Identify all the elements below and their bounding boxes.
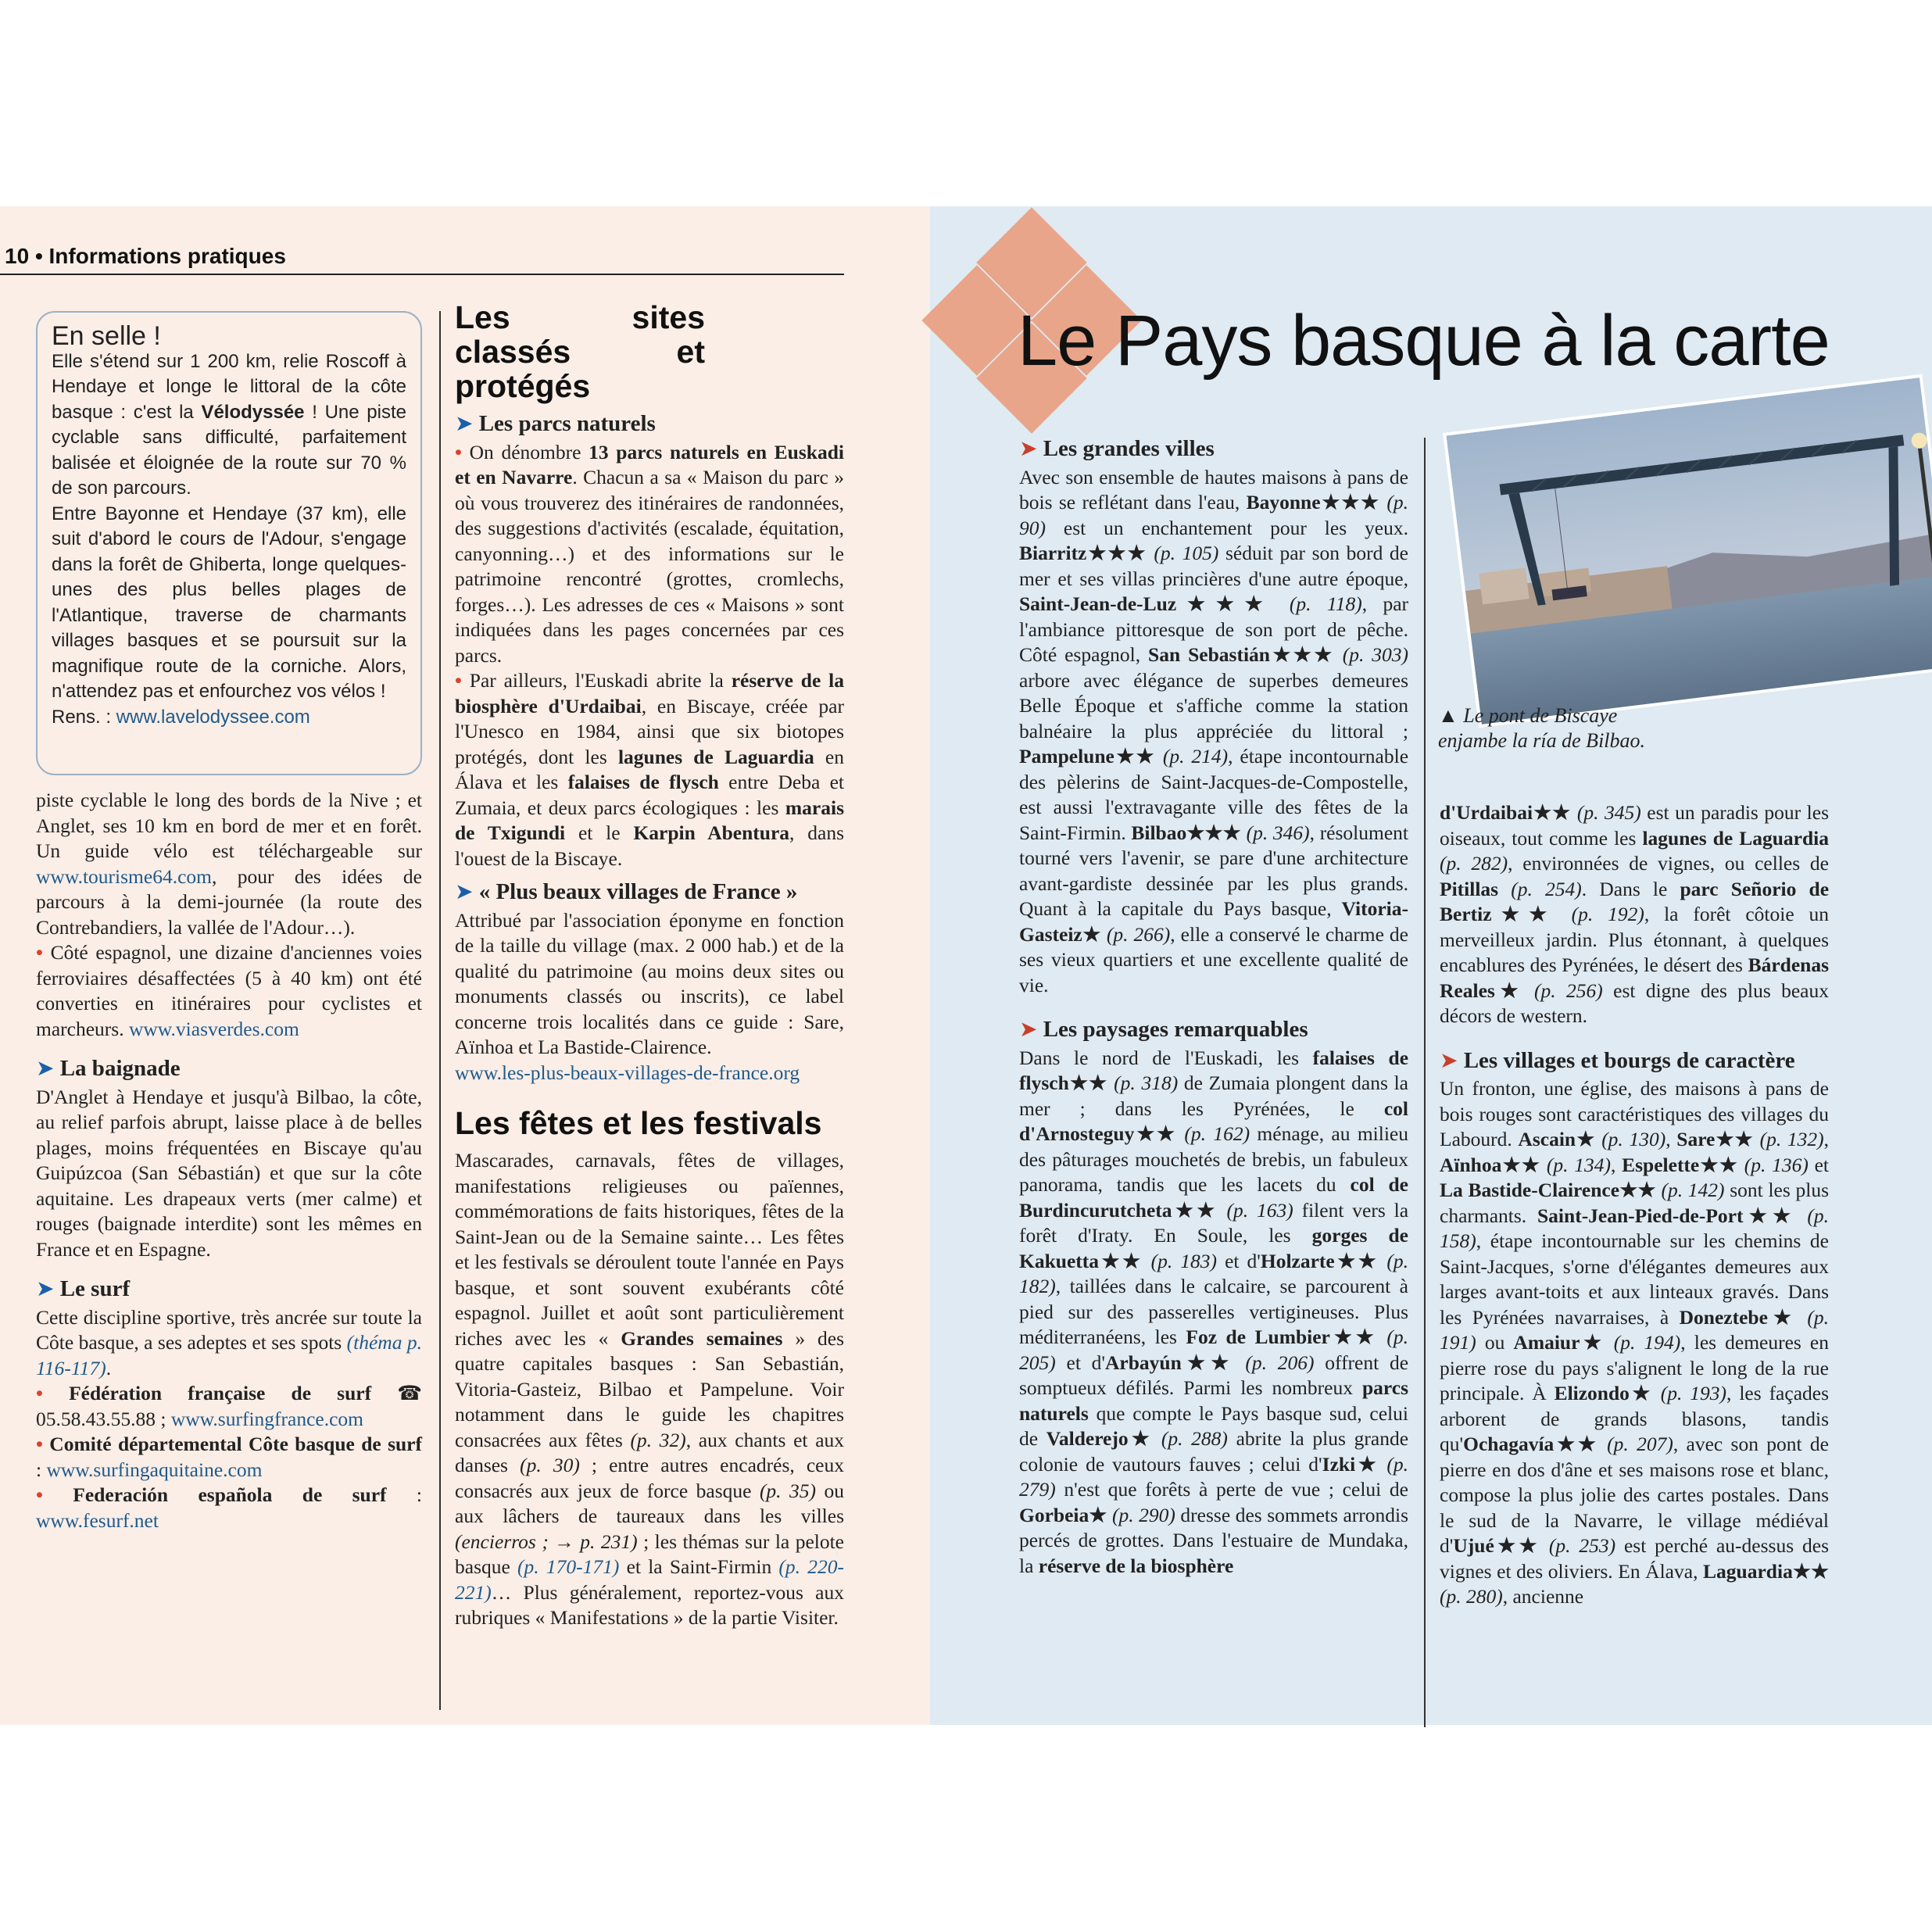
box-paragraph-1: Elle s'étend sur 1 200 km, relie Roscoff à Hendaye et longe le littoral de la côte basque : c'est la Vélodyssée ! Une piste cyclable sans difficulté, parfaitement balisée et éloignée de la route sur 70 % de son parcours. — [52, 350, 406, 499]
item-comite: • Comité départemental Côte basque de surf : www.surfingaquitaine.com — [36, 1433, 422, 1481]
photo-caption: ▲ Le pont de Biscaye enjambe la ría de Bilbao. — [1438, 704, 1646, 752]
text-run: ou — [1476, 1331, 1514, 1354]
heading-paysages: ➤ Les paysages remarquables — [1019, 1016, 1308, 1042]
paragraph-baignade: D'Anglet à Hendaye et jusqu'à Bilbao, la côte, au relief parfois abrupt, laisse place à de belles plages, moins fréquentées en Biscaye qu'au Guipúzcoa (San Sébastián) et que sur la côte aquitaine. Les drapeaux verts (mer calme) et rouges (baignade interdite) sont les mêmes en France et en Espagne. — [36, 1085, 422, 1261]
arrow-right-icon: ➤ — [36, 1275, 55, 1301]
surfingfrance-link[interactable]: www.surfingfrance.com — [170, 1407, 364, 1430]
page-reference: (p. 266) — [1100, 922, 1171, 946]
page-reference: (p. 346) — [1240, 821, 1310, 844]
paragraph-surf: Cette discipline sportive, très ancrée sur toute la Côte basque, a ses adeptes et ses spots (théma p. 116-117). — [36, 1305, 422, 1379]
text-run: , avec son pont de pierre en dos d'âne et ses maisons rose et blanc, compose la plus jolie des cartes postales. Dans le sud de la Navarre, le village médiéval d' — [1440, 1433, 1830, 1557]
paragraph-urdaibai — [1440, 800, 1829, 1029]
page-reference: (p. 256) — [1523, 979, 1603, 1002]
place-name: Bárdenas Reales★ — [1440, 953, 1829, 1002]
text-run: et d' — [1055, 1351, 1106, 1374]
place-name: Holzarte★★ — [1260, 1249, 1379, 1272]
paragraph-voies-vertes: • Côté espagnol, une dizaine d'anciennes voies ferroviaires désaffectées (5 à 40 km) ont été converties en itinéraires pour cyclistes et marcheurs. www.viasverdes.com — [36, 941, 422, 1040]
page-reference: (p. 253) — [1540, 1534, 1616, 1557]
column-3 — [1019, 428, 1408, 1579]
page-reference: (p. 303) — [1334, 643, 1409, 666]
page-title: Le Pays basque à la carte — [1018, 301, 1830, 381]
phone-icon: ☎ 05.58.43.55.88 ; — [36, 1382, 422, 1430]
page-reference: (p. 142) — [1655, 1179, 1725, 1201]
page-reference: (p. 163) — [1218, 1198, 1293, 1222]
paragraph-velo: piste cyclable le long des bords de la Nive ; et Anglet, ses 10 km en bord de mer et en forêt. Un guide vélo est téléchargeable sur www.tourisme64.com, pour des idées de parcours à la demi-journée (la route des Contrebandiers, la vallée de l'Adour…). — [36, 789, 422, 939]
paragraph-fetes: Mascarades, carnavals, fêtes de villages, manifestations religieuses ou païennes, commémorations de faits historiques, fêtes de la Saint-Jean ou de la Semaine sainte… Les fêtes et les festivals se déroulent toute l'année en Pays basque, et sont souvent exubérants côté espagnol. Juillet et août sont particulièrement riches avec les « Grandes semaines » des quatre capitales basques : San Sebastián, Vitoria-Gasteiz, Bilbao et Pampelune. Voir notamment dans le guide les chapitres consacrées aux fêtes (p. 32), aux chants et aux danses (p. 30) ; entre autres encadrés, ceux consacrés aux jeux de force basque (p. 35) ou aux lâchers de taureaux dans les villes (encierros ; → p. 231) ; les thémas sur la pelote basque (p. 170-171) et la Saint-Firmin (p. 220-221)… Plus généralement, reportez-vous aux rubriques « Manifestations » de la partie Visiter. — [455, 1149, 845, 1629]
page-reference: (p. 182) — [1019, 1249, 1409, 1297]
fesurf-link[interactable]: www.fesurf.net — [36, 1508, 159, 1532]
text-run: , — [1611, 1153, 1623, 1176]
page-reference: (p. 132) — [1753, 1128, 1824, 1150]
page-reference: (p. 162) — [1177, 1122, 1250, 1145]
place-name: Gorbeia★ — [1019, 1503, 1107, 1526]
page-reference: (p. 192) — [1556, 903, 1644, 925]
page-reference: (p. 130) — [1595, 1128, 1666, 1150]
paragraph-paysages — [1019, 1046, 1408, 1580]
place-name: parcs naturels — [1019, 1376, 1408, 1425]
tourisme64-link[interactable]: www.tourisme64.com — [36, 864, 212, 888]
page-reference: (p. 290) — [1107, 1503, 1175, 1526]
viasverdes-link[interactable]: www.viasverdes.com — [128, 1017, 299, 1040]
box-title: En selle ! — [52, 321, 161, 351]
page-reference: (p. 90) — [1019, 491, 1408, 539]
page-reference: (p. 118) — [1273, 592, 1362, 615]
text-run: , les façades arborent de grands blasons, tandis qu' — [1440, 1382, 1830, 1455]
text-run: arbore avec élégance de superbes demeures Belle Époque et s'affiche comme la station balnéaire la plus appréciée du littoral ; — [1019, 668, 1408, 742]
text-run: n'est que forêts à perte de vue ; celui de — [1055, 1478, 1408, 1501]
page-reference: (p. 318) — [1107, 1072, 1179, 1094]
place-name: gorges de Kakuetta★★ — [1019, 1224, 1409, 1272]
page-reference: (p. 134) — [1540, 1153, 1611, 1176]
arrow-right-icon: ➤ — [455, 878, 474, 904]
text-run: dresse des sommets arrondis percés de grottes. Dans l'estuaire de Mundaka, la — [1019, 1503, 1409, 1577]
column-2 — [455, 300, 844, 1631]
text-run: , résolument tourné vers l'avenir, se pare d'une architecture avant-gardiste dessinée par les plus grands. Quant à la capitale du Pays basque, — [1019, 821, 1408, 920]
bridge-photo — [1443, 374, 1932, 728]
page-reference: (p. 280) — [1440, 1585, 1503, 1608]
place-name: parc Señorio de Bertiz★★ — [1440, 877, 1830, 925]
text-run: . Dans le — [1581, 877, 1680, 900]
page-reference: (p. 207) — [1598, 1433, 1673, 1455]
page-reference: (p. 282) — [1440, 852, 1508, 875]
place-name: Ascain★ — [1518, 1128, 1596, 1150]
place-name: Saint-Jean-de-Luz★★★ — [1019, 592, 1274, 615]
column-rule-fetes — [439, 1050, 441, 1691]
text-run: , — [1665, 1128, 1677, 1150]
text-run: ménage, au milieu des pâturages mouchetés de brebis, un fabuleux panorama, tandis que les lacets du — [1019, 1122, 1409, 1196]
bullet-icon: • — [455, 440, 470, 463]
place-name: Arbayún★★ — [1105, 1351, 1235, 1374]
text-run: est un enchantement pour les yeux. — [1046, 516, 1408, 539]
text-run: et d' — [1217, 1249, 1261, 1272]
place-name: Vitoria-Gasteiz★ — [1019, 897, 1408, 946]
page-number: 10 — [5, 244, 30, 268]
column-4 — [1440, 800, 1829, 1610]
text-run: abrite la plus grande colonie de vautours fauves ; celui d' — [1019, 1427, 1409, 1476]
page-reference: (p. 288) — [1153, 1427, 1228, 1450]
header-rule — [0, 274, 844, 275]
velodyssee-link[interactable]: www.lavelodyssee.com — [116, 706, 310, 728]
box-paragraph-2: Entre Bayonne et Hendaye (37 km), elle suit d'abord le cours de l'Adour, s'engage dans la forêt de Ghiberta, longe quelques-unes des plus belles plages de l'Atlantique, traverse de charmants villages basques et se poursuit sur la magnifique route de la corniche. Alors, n'attendez pas et enfourchez vos vélos ! — [52, 503, 406, 702]
place-name: Valderejo★ — [1046, 1427, 1154, 1450]
arrow-right-icon: ➤ — [36, 1055, 55, 1081]
place-name: La Bastide-Clairence★★ — [1440, 1179, 1656, 1201]
arrow-right-icon: ➤ — [455, 410, 474, 436]
arrow-right-icon: ➤ — [1019, 1016, 1038, 1042]
place-name: Laguardia★★ — [1703, 1559, 1829, 1583]
page-reference: (p. 279) — [1019, 1452, 1408, 1501]
text-run: , taillées dans le calcaire, se parcourent à pied sur des passerelles vertigineuses. Plus méditerranéens, les — [1019, 1275, 1408, 1348]
text-run: de Zumaia plongent dans la mer ; dans les Pyrénées, le — [1019, 1072, 1408, 1120]
bullet-icon: • — [36, 941, 51, 964]
place-name: Sare★★ — [1676, 1128, 1754, 1150]
text-run: offrent de somptueux défilés. Parmi les nombreux — [1019, 1351, 1409, 1399]
text-run: est digne des plus beaux décors de western. — [1440, 979, 1830, 1027]
running-head — [5, 244, 286, 269]
text-run: , la forêt côtoie un merveilleux jardin. Plus étonnant, à quelques encablures des Pyrénées, le désert des — [1440, 903, 1829, 976]
text-run: est un paradis pour les oiseaux, tout comme les — [1440, 801, 1829, 850]
page-reference: (p. 193) — [1652, 1382, 1727, 1404]
paragraph-grandes-villes — [1019, 465, 1408, 999]
page-reference: (p. 194) — [1605, 1331, 1681, 1354]
paragraph-parcs-1: • On dénombre 13 parcs naturels en Euskadi et en Navarre. Chacun a sa « Maison du parc » où vous trouverez des itinéraires de randonnées, des suggestions d'activités (escalade, équitation, canyonning…) et des informations sur le patrimoine rencontré (grottes, cromlechs, forges…). Les adresses de ces « Maisons » sont indiquées dans les pages concernées par ces parcs. — [455, 440, 845, 667]
heading-bourgs: ➤ Les villages et bourgs de caractère — [1440, 1046, 1795, 1073]
text-run: Avec son ensemble de hautes maisons à pans de bois se reflétant dans l'eau, — [1019, 465, 1408, 513]
place-name: Bayonne★★★ — [1246, 491, 1381, 513]
place-name: Foz de Lumbier★★ — [1186, 1326, 1378, 1348]
page-reference: (p. 136) — [1738, 1153, 1809, 1176]
page-reference: (p. 158) — [1440, 1204, 1829, 1252]
text-run: sont les plus charmants. — [1440, 1179, 1830, 1227]
place-name: Pitillas — [1440, 877, 1499, 900]
place-name: Pampelune★★ — [1019, 745, 1157, 767]
place-name: d'Urdaibai★★ — [1440, 801, 1572, 824]
text-run: , étape incontournable des pèlerins de Saint-Jacques-de-Compostelle, est aussi l'extravagante ville des fêtes de la Saint-Firmin. — [1019, 745, 1409, 844]
column-rule-right — [1424, 438, 1426, 1727]
place-name: Ochagavía★★ — [1463, 1433, 1599, 1455]
heading-villages: ➤ « Plus beaux villages de France » — [455, 878, 798, 904]
page-reference: (p. 254) — [1498, 877, 1582, 900]
place-name: Saint-Jean-Pied-de-Port★★ — [1537, 1204, 1797, 1227]
place-name: Amaiur★ — [1513, 1331, 1605, 1354]
text-run: Un fronton, une église, des maisons à pans de bois rouges sont caractéristiques des villages du Labourd. — [1440, 1077, 1829, 1150]
heading-grandes-villes: ➤ Les grandes villes — [1019, 435, 1215, 461]
text-run: et — [1808, 1153, 1830, 1176]
place-name: Espelette★★ — [1622, 1153, 1739, 1176]
text-run: Dans le nord de l'Euskadi, les — [1019, 1046, 1313, 1069]
text-run: , étape incontournable sur les chemins de Saint-Jacques, s'orne d'élégantes demeures aux larges avant-toits et aux linteaux gravés. Dans les Pyrénées navarraises, à — [1440, 1229, 1829, 1329]
place-name: Doneztebe★ — [1679, 1305, 1797, 1329]
book-spread — [0, 206, 1932, 1725]
place-name: Ujué★★ — [1453, 1534, 1540, 1557]
place-name: col de Burdincurutcheta★★ — [1019, 1173, 1409, 1222]
place-name: Bilbao★★★ — [1131, 821, 1241, 844]
heading-surf: ➤ Le surf — [36, 1275, 131, 1301]
place-name: lagunes de Laguardia — [1642, 826, 1830, 850]
bullet-icon: • — [36, 1483, 73, 1506]
heading-sites: Les sites classés et protégés — [455, 299, 705, 404]
page-reference: (p. 191) — [1440, 1305, 1829, 1354]
text-run: , par l'ambiance pittoresque de son port de pêche. Côté espagnol, — [1019, 592, 1409, 666]
heading-fetes: Les fêtes et les festivals — [455, 1105, 822, 1141]
page-reference: (p. 214) — [1156, 745, 1229, 767]
text-run: , elle a conservé le charme de ses vieux quartiers et une excellente qualité de vie. — [1019, 922, 1409, 996]
paragraph-parcs-2: • Par ailleurs, l'Euskadi abrite la réserve de la biosphère d'Urdaibai, en Biscaye, créée par l'Unesco en 1984, ainsi que six biotopes protégés, dont les lagunes de Laguardia en Álava et les falaises de flysch entre Deba et Zumaia, et deux parcs écologiques : les marais de Txigundi et le Karpin Abentura, dans l'ouest de la Biscaye. — [455, 669, 844, 870]
heading-baignade: ➤ La baignade — [36, 1055, 181, 1081]
text-run: filent vers la forêt d'Iraty. En Soule, les — [1019, 1198, 1409, 1247]
item-ffs: • Fédération française de surf ☎ 05.58.43.55.88 ; www.surfingfrance.com — [36, 1382, 422, 1430]
bizkaia-bridge-image — [1446, 377, 1932, 728]
bullet-icon: • — [36, 1433, 50, 1455]
page-reference: (p. 205) — [1019, 1326, 1409, 1374]
place-name: Biarritz★★★ — [1019, 542, 1147, 564]
page-reference: (p. 105) — [1147, 542, 1219, 564]
surfingaquitaine-link[interactable]: www.surfingaquitaine.com — [46, 1458, 263, 1481]
arrow-right-icon: ➤ — [1440, 1046, 1458, 1073]
bullet-icon: • — [36, 1382, 70, 1404]
text-run: , environnées de vignes, ou celles de — [1508, 852, 1830, 875]
item-federacion: • Federación española de surf : www.fesurf.net — [36, 1483, 422, 1532]
bullet-icon: • — [34, 244, 49, 268]
column-1 — [36, 788, 422, 1533]
place-name: San Sebastián★★★ — [1148, 643, 1335, 666]
text-run: , ancienne — [1502, 1585, 1584, 1608]
villages-link: www.les-plus-beaux-villages-de-france.org — [455, 1061, 800, 1084]
paragraph-bourgs — [1440, 1076, 1829, 1610]
text-run: , les demeures en pierre rose du pays s'alignent le long de la rue principale. À — [1440, 1331, 1830, 1404]
heading-parcs: ➤ Les parcs naturels — [455, 410, 656, 436]
place-name: col d'Arnosteguy★★ — [1019, 1097, 1408, 1145]
paragraph-villages: Attribué par l'association éponyme en fonction de la taille du village (max. 2 000 hab.) et de la qualité du patrimoine (au moins deux sites ou monuments classés ou inscrits), ce label concerne trois localités dans ce guide : Sare, Aïnhoa et La Bastide-Clairence. — [455, 908, 844, 1058]
box-info: Rens. : www.lavelodyssee.com — [52, 706, 310, 728]
place-name: Izki★ — [1322, 1452, 1379, 1476]
bullet-icon: • — [455, 669, 470, 692]
place-name: falaises de flysch★★ — [1019, 1046, 1409, 1094]
text-run: est perché au-dessus des vignes et des oliviers. En Álava, — [1440, 1534, 1829, 1583]
page-reference: (p. 183) — [1143, 1249, 1218, 1272]
en-selle-box — [36, 311, 422, 775]
text-run: que compte le Pays basque sud, celui de — [1019, 1401, 1408, 1450]
page-reference: (p. 345) — [1571, 801, 1641, 824]
text-run: , — [1823, 1128, 1830, 1150]
arrow-right-icon: ➤ — [1019, 435, 1038, 461]
place-name: Aïnhoa★★ — [1440, 1153, 1541, 1176]
place-name: réserve de la biosphère — [1038, 1554, 1234, 1577]
section-name: Informations pratiques — [48, 244, 286, 268]
page-reference: (p. 206) — [1234, 1351, 1315, 1374]
text-run: séduit par son bord de mer et ses villas princières d'une autre époque, — [1019, 542, 1408, 590]
place-name: Elizondo★ — [1554, 1382, 1653, 1404]
